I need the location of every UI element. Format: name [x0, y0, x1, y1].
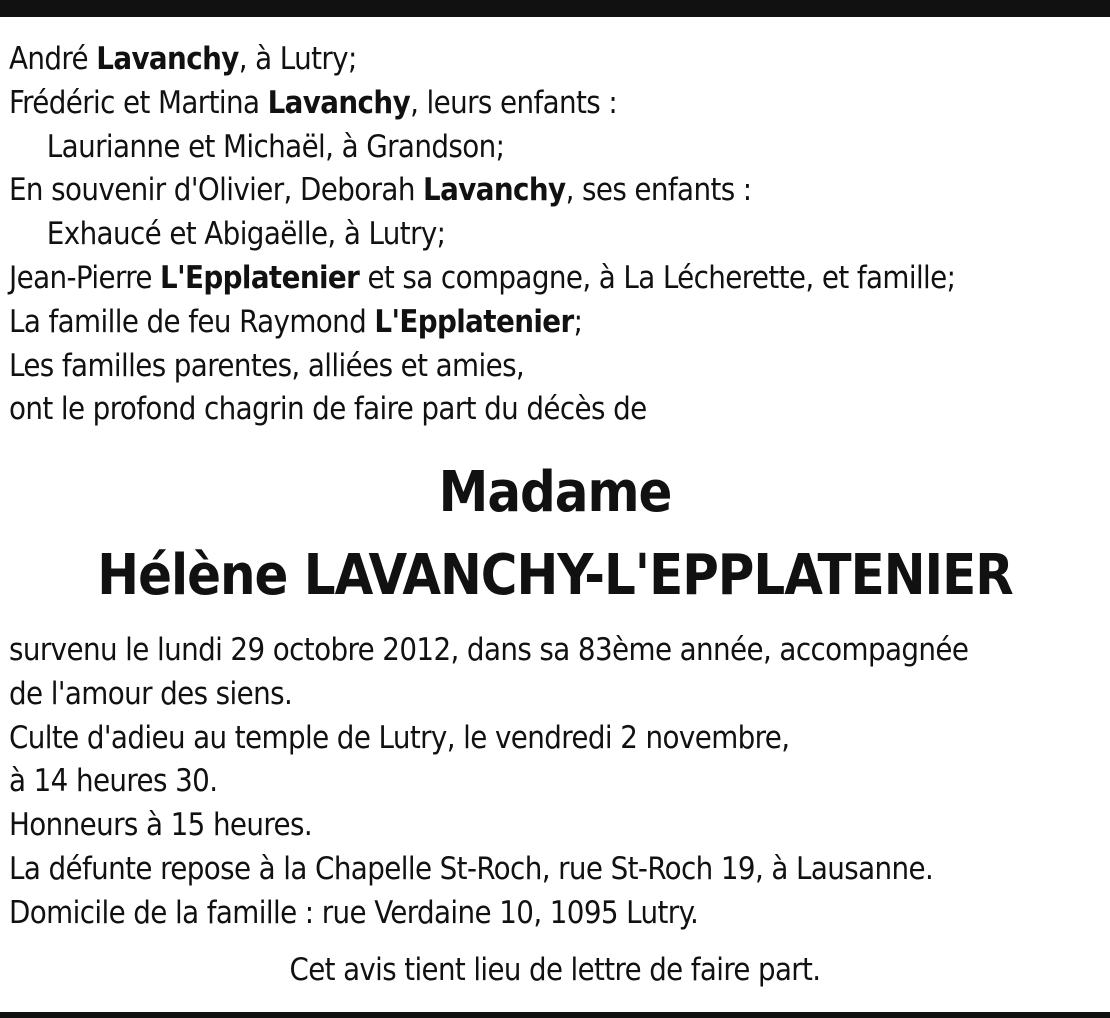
family-surname: L'Epplatenier — [160, 259, 360, 296]
family-line-text: , leurs enfants : — [410, 84, 618, 121]
family-line-text: Laurianne et Michaël, à Grandson; — [46, 128, 505, 165]
family-surname: Lavanchy — [96, 41, 239, 77]
detail-line: de l'amour des siens. — [9, 675, 293, 712]
deceased-title: Madame — [438, 460, 672, 525]
family-surname: L'Epplatenier — [374, 303, 574, 340]
family-line-text: André — [9, 41, 97, 77]
family-line-text: Jean-Pierre — [9, 259, 161, 296]
bottom-border-rule — [0, 1012, 1110, 1018]
family-surname: Lavanchy — [267, 84, 411, 121]
family-line-text: La famille de feu Raymond — [9, 303, 375, 340]
closing-note: Cet avis tient lieu de lettre de faire part. — [289, 952, 821, 988]
family-line-text: Exhaucé et Abigaëlle, à Lutry; — [46, 216, 446, 253]
family-line-text: et sa compagne, à La Lécherette, et famille; — [359, 259, 956, 296]
family-announcement — [9, 38, 1104, 432]
family-line-text: , ses enfants : — [565, 172, 752, 209]
family-line-text: En souvenir d'Olivier, Deborah — [9, 172, 424, 209]
detail-line: survenu le lundi 29 octobre 2012, dans sa 83ème année, accompagnée — [9, 632, 969, 668]
family-line — [9, 38, 1099, 82]
funeral-details — [9, 630, 1104, 937]
family-line — [9, 82, 1099, 126]
detail-line: Honneurs à 15 heures. — [9, 807, 313, 844]
top-border-rule — [0, 0, 1110, 17]
family-line — [9, 345, 1099, 389]
deceased-name: Hélène LAVANCHY-L'EPPLATENIER — [97, 543, 1013, 608]
detail-line: Culte d'adieu au temple de Lutry, le vendredi 2 novembre, — [9, 719, 790, 756]
detail-line: La défunte repose à la Chapelle St-Roch, rue St-Roch 19, à Lausanne. — [9, 850, 934, 887]
family-line-text: ; — [573, 303, 583, 340]
detail-line: à 14 heures 30. — [9, 763, 218, 800]
family-line-text: Les familles parentes, alliées et amies, — [9, 347, 525, 384]
family-line — [9, 301, 1099, 345]
family-line — [9, 169, 1099, 213]
family-line — [9, 213, 1099, 257]
family-line — [9, 388, 1099, 432]
family-line — [9, 126, 1099, 170]
family-line-text: Frédéric et Martina — [9, 84, 268, 121]
family-line — [9, 257, 1099, 301]
family-line-text: ont le profond chagrin de faire part du décès de — [9, 391, 647, 428]
family-line-text: , à Lutry; — [238, 41, 357, 77]
family-surname: Lavanchy — [423, 172, 566, 209]
detail-line: Domicile de la famille : rue Verdaine 10, 1095 Lutry. — [9, 894, 699, 931]
